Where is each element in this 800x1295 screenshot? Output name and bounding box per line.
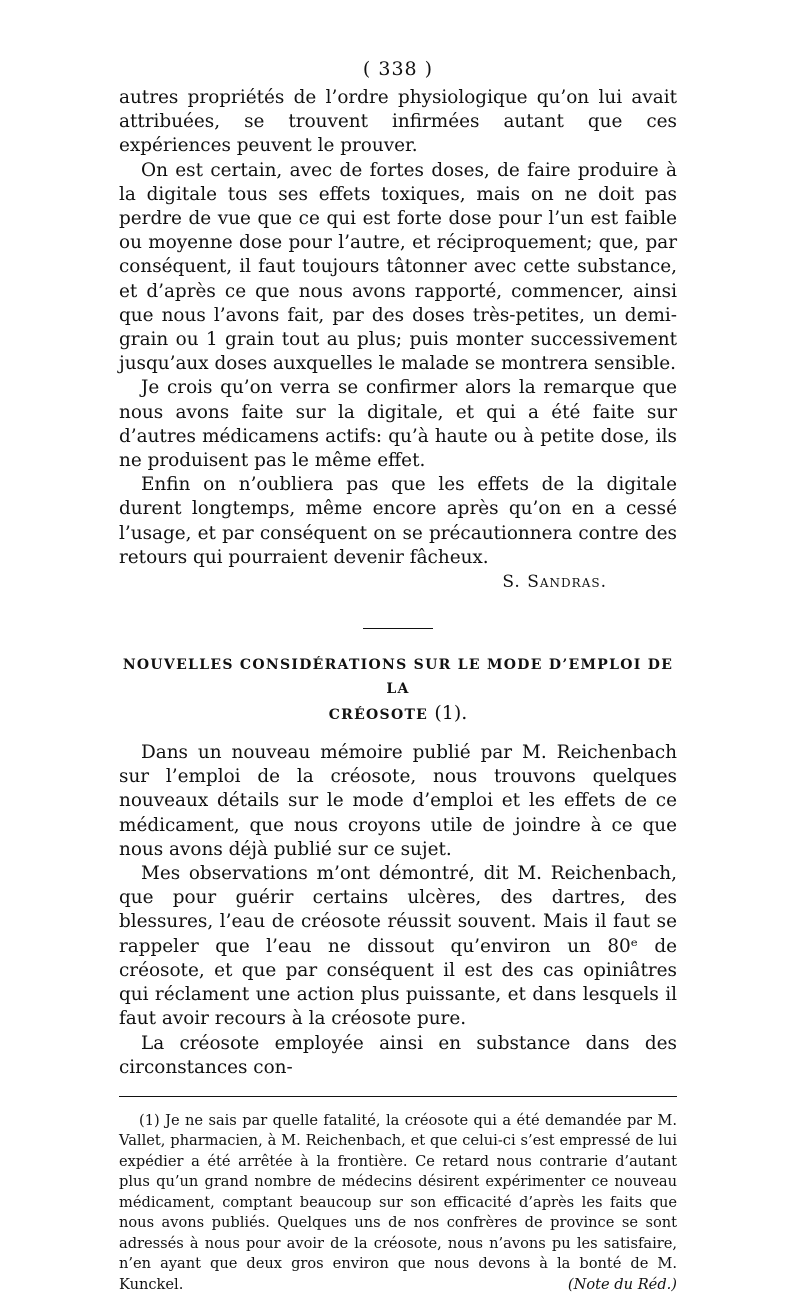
author-signature: S. Sandras. — [502, 572, 607, 593]
footnote-reference: (1). — [434, 702, 468, 725]
continuation-paragraph: On est certain, avec de fortes doses, de faire produire à la digitale tous ses effets toxiques, mais on ne doit pas perdre de vue que ce qui est forte dose pour l’un est faible ou moyenne dose pour l’autre, et réciproquement; que, par conséquent, il faut toujours tâtonner avec cette substance, et d’après ce que nous avons rapporté, commencer, ainsi que nous l’avons fait, par des doses très-petites, un demi-grain ou 1 grain tout au plus; puis monter successivement jusqu’aux doses auxquelles le malade se montrera sensible. — [119, 159, 677, 375]
page-number: ( 338 ) — [362, 58, 434, 80]
section-paragraph: Mes observations m’ont démontré, dit M. Reichenbach, que pour guérir certains ulcères, des dartres, des blessures, l’eau de créosote réussit souvent. Mais il faut se rappeler que l’eau ne dissout qu’environ un 80ᵉ de créosote, et que par conséquent il est des cas opiniâtres qui réclament une action plus puissante, et dans lesquels il faut avoir recours à la créosote pure. — [119, 863, 677, 1030]
section-heading-title: CRÉOSOTE — [328, 707, 429, 724]
section-heading — [119, 653, 677, 727]
continuation-paragraph: Je crois qu’on verra se confirmer alors la remarque que nous avons faite sur la digitale, et qui a été faite sur d’autres médicamens actifs: qu’à haute ou à petite dose, ils ne produisent pas le même effet. — [119, 377, 677, 472]
section-heading-line2 — [119, 701, 677, 727]
section-divider — [363, 628, 433, 629]
footnote-text: (1) Je ne sais par quelle fatalité, la créosote qui a été demandée par M. Vallet, pharmacien, à M. Reichenbach, et que celui-ci s’est empressé de lui expédier a été arrêtée à la frontière. Ce retard nous contrarie d’autant plus qu’un grand nombre de médecins désirent expérimenter ce nouveau médicament, comptant beaucoup sur son efficacité d’après les faits que nous avons publiés. Quelques uns de nos confrères de province se sont adressés à nous pour avoir de la créosote, nous n’avons pu les satisfaire, n’en ayant que deux gros environ que nous devons à la bonté de M. Kunckel. — [119, 1111, 677, 1293]
footnote-credit: (Note du Réd.) — [567, 1275, 677, 1293]
section-paragraph: Dans un nouveau mémoire publié par M. Reichenbach sur l’emploi de la créosote, nous trouvons quelques nouveaux détails sur le mode d’emploi et les effets de ce médicament, que nous croyons utile de joindre à ce que nous avons déjà publié sur ce sujet. — [119, 742, 677, 860]
section-paragraph: La créosote employée ainsi en substance dans des circonstances con- — [119, 1032, 677, 1078]
footnote — [119, 1111, 677, 1295]
continuation-paragraph: autres propriétés de l’ordre physiologique qu’on lui avait attribuées, se trouvent infirmées autant que ces expériences peuvent le prouver. — [119, 87, 677, 157]
section-heading-line1: NOUVELLES CONSIDÉRATIONS SUR LE MODE D’EMPLOI DE LA — [122, 657, 674, 698]
continuation-paragraph: Enfin on n’oubliera pas que les effets de la digitale durent longtemps, même encore après qu’on en a cessé l’usage, et par conséquent on se précautionnera contre des retours qui pourraient devenir fâcheux. — [119, 474, 677, 568]
document-page — [119, 58, 677, 1295]
footnote-divider — [119, 1096, 677, 1097]
